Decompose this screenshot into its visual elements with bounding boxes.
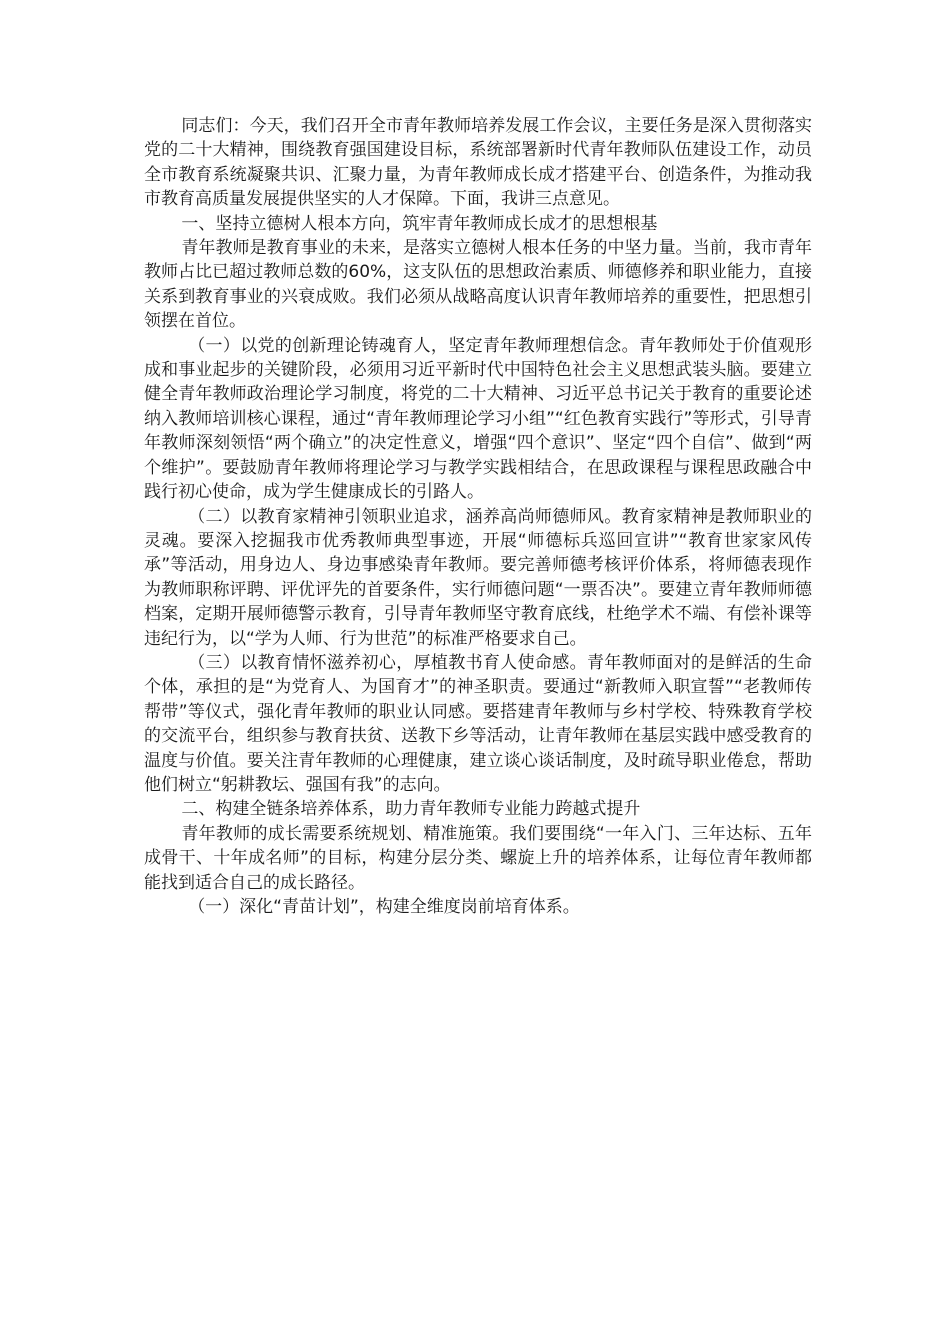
section-1-point-1: （一）以党的创新理论铸魂育人，坚定青年教师理想信念。青年教师处于价值观形成和事业起步的关键阶段，必须用习近平新时代中国特色社会主义思想武装头脑。要建立健全青年教师政治理论学习制度，将党的二十大精神、习近平总书记关于教育的重要论述纳入教师培训核心课程，通过“青年教师理论学习小组”“红色教育实践行”等形式，引导青年教师深刻领悟“两个确立”的决定性意义，增强“四个意识”、坚定“四个自信”、做到“两个维护”。要鼓励青年教师将理论学习与教学实践相结合，在思政课程与课程思政融合中践行初心使命，成为学生健康成长的引路人。: [144, 335, 812, 503]
document-body: [144, 114, 812, 919]
opening-paragraph: 同志们：今天，我们召开全市青年教师培养发展工作会议，主要任务是深入贯彻落实党的二十大精神，围绕教育强国建设目标，系统部署新时代青年教师队伍建设工作，动员全市教育系统凝聚共识、汇聚力量，为青年教师成长成才搭建平台、创造条件，为推动我市教育高质量发展提供坚实的人才保障。下面，我讲三点意见。: [144, 116, 812, 210]
section-heading-1: 一、坚持立德树人根本方向，筑牢青年教师成长成才的思想根基: [181, 213, 658, 234]
section-1-point-2: （二）以教育家精神引领职业追求，涵养高尚师德师风。教育家精神是教师职业的灵魂。要深入挖掘我市优秀教师典型事迹，开展“师德标兵巡回宣讲”“教育世家家风传承”等活动，用身边人、身边事感染青年教师。要完善师德考核评价体系，将师德表现作为教师职称评聘、评优评先的首要条件，实行师德问题“一票否决”。要建立青年教师师德档案，定期开展师德警示教育，引导青年教师坚守教育底线，杜绝学术不端、有偿补课等违纪行为，以“学为人师、行为世范”的标准严格要求自己。: [144, 506, 812, 649]
section-heading-2: 二、构建全链条培养体系，助力青年教师专业能力跨越式提升: [181, 799, 641, 820]
section-1-intro: 青年教师是教育事业的未来，是落实立德树人根本任务的中坚力量。当前，我市青年教师占比已超过教师总数的60%，这支队伍的思想政治素质、师德修养和职业能力，直接关系到教育事业的兴衰成败。我们必须从战略高度认识青年教师培养的重要性，把思想引领摆在首位。: [144, 238, 812, 332]
section-2-point-1: （一）深化“青苗计划”，构建全维度岗前培育体系。: [188, 897, 580, 917]
section-1-point-3: （三）以教育情怀滋养初心，厚植教书育人使命感。青年教师面对的是鲜活的生命个体，承担的是“为党育人、为国育才”的神圣职责。要通过“新教师入职宣誓”“老教师传帮带”等仪式，强化青年教师的职业认同感。要搭建青年教师与乡村学校、特殊教育学校的交流平台，组织参与教育扶贫、送教下乡等活动，让青年教师在基层实践中感受教育的温度与价值。要关注青年教师的心理健康，建立谈心谈话制度，及时疏导职业倦怠，帮助他们树立“躬耕教坛、强国有我”的志向。: [144, 652, 812, 795]
section-2-intro: 青年教师的成长需要系统规划、精准施策。我们要围绕“一年入门、三年达标、五年成骨干、十年成名师”的目标，构建分层分类、螺旋上升的培养体系，让每位青年教师都能找到适合自己的成长路径。: [144, 823, 812, 893]
